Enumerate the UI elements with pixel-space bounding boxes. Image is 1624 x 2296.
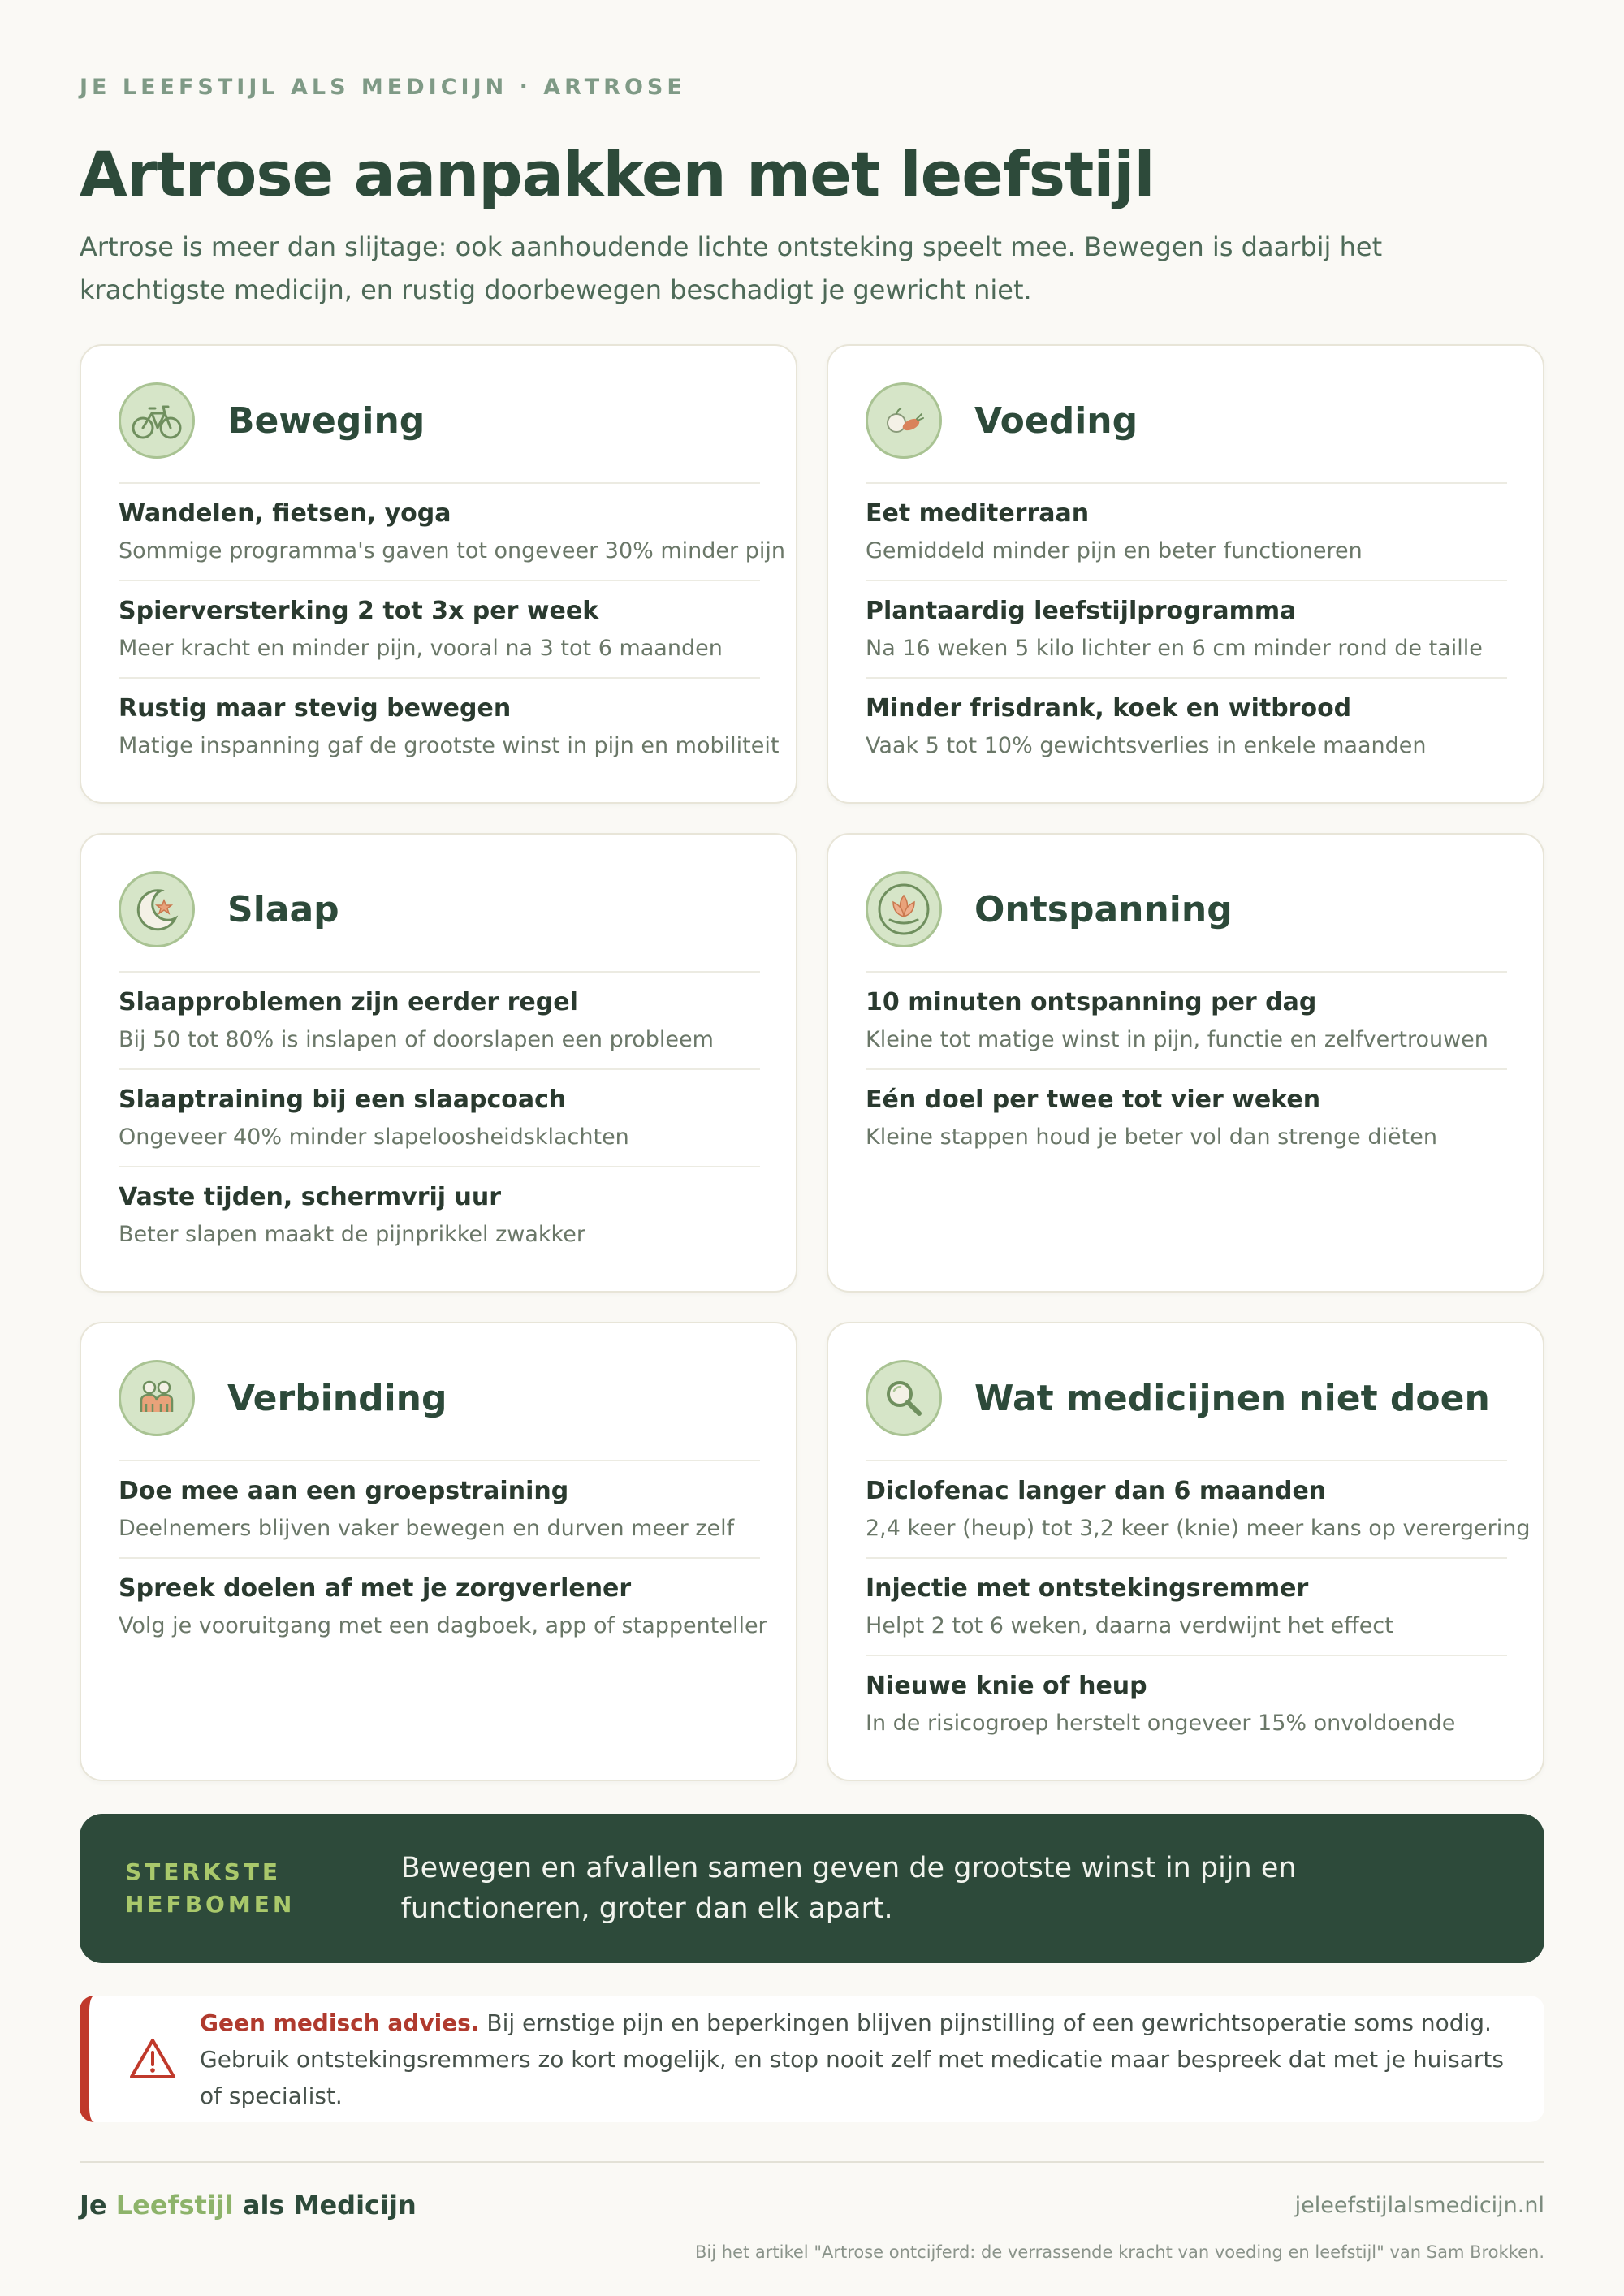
- item-text: Vaak 5 tot 10% gewichtsverlies in enkele maanden: [866, 733, 1427, 758]
- card-verbinding: [80, 1322, 797, 1781]
- item-text: Matige inspanning gaf de grootste winst in pijn en mobiliteit: [119, 733, 780, 758]
- item-title: Diclofenac langer dan 6 maanden: [866, 1477, 1327, 1505]
- site-link[interactable]: jeleefstijlalsmedicijn.nl: [1294, 2192, 1544, 2218]
- banner-label-line2: HEFBOMEN: [125, 1891, 296, 1918]
- item-text: Helpt 2 tot 6 weken, daarna verdwijnt het effect: [866, 1613, 1393, 1638]
- card-title: Verbinding: [227, 1377, 447, 1419]
- food-icon: [866, 382, 942, 459]
- intro-text: Artrose is meer dan slijtage: ook aanhoudende lichte ontsteking speelt mee. Bewegen is daarbij het krachtigste medicijn, en rustig doorbewegen beschadigt je gewricht niet.: [80, 231, 1383, 305]
- eyebrow: JE LEEFSTIJL ALS MEDICIJN · ARTROSE: [80, 75, 686, 100]
- card-slaap: [80, 833, 797, 1293]
- item-title: Doe mee aan een groepstraining: [119, 1477, 569, 1505]
- card-items: [119, 1460, 767, 1655]
- medical-disclaimer: [80, 1996, 1544, 2122]
- list-item: [866, 1460, 1531, 1557]
- lotus-icon: [866, 871, 942, 947]
- brand-pre: Je: [80, 2190, 116, 2220]
- card-header: [119, 870, 760, 948]
- card-ontspanning: [827, 833, 1544, 1293]
- page-title: Artrose aanpakken met leefstijl: [80, 138, 1155, 210]
- card-header: [866, 870, 1507, 948]
- brand-accent: Leefstijl: [115, 2190, 234, 2220]
- item-title: Minder frisdrank, koek en witbrood: [866, 694, 1352, 723]
- card-title: Slaap: [227, 888, 339, 930]
- disclaimer-strong: Geen medisch advies.: [200, 2009, 480, 2036]
- banner-text: Bewegen en afvallen samen geven de grootste winst in pijn en functioneren, groter dan elk apart.: [400, 1852, 1297, 1925]
- moon-star-icon: [119, 871, 195, 947]
- footer-divider: [80, 2161, 1544, 2163]
- item-text: Gemiddeld minder pijn en beter functioneren: [866, 538, 1363, 563]
- card-header: [866, 1359, 1507, 1437]
- item-text: Ongeveer 40% minder slapeloosheidsklachten: [119, 1124, 629, 1150]
- brand-post: als Medicijn: [233, 2190, 417, 2220]
- warning-triangle-icon: [128, 2036, 177, 2082]
- item-title: Plantaardig leefstijlprogramma: [866, 597, 1297, 625]
- item-text: Na 16 weken 5 kilo lichter en 6 cm minder rond de taille: [866, 636, 1483, 661]
- list-item: [866, 1068, 1507, 1166]
- article-credit: Bij het artikel "Artrose ontcijferd: de verrassende kracht van voeding en leefstijl" van Sam Brokken.: [695, 2242, 1544, 2262]
- item-title: Slaapproblemen zijn eerder regel: [119, 988, 578, 1016]
- list-item: [119, 1068, 760, 1166]
- item-text: Kleine tot matige winst in pijn, functie en zelfvertrouwen: [866, 1027, 1488, 1052]
- item-title: Injectie met ontstekingsremmer: [866, 1574, 1309, 1603]
- list-item: [866, 482, 1507, 580]
- card-title: Ontspanning: [974, 888, 1233, 930]
- card-items: [119, 971, 760, 1263]
- item-title: Spierversterking 2 tot 3x per week: [119, 597, 599, 625]
- item-text: Beter slapen maakt de pijnprikkel zwakker: [119, 1222, 585, 1247]
- item-text: Bij 50 tot 80% is inslapen of doorslapen een probleem: [119, 1027, 714, 1052]
- list-item: [866, 1655, 1507, 1752]
- card-voeding: [827, 344, 1544, 804]
- banner-label-line1: STERKSTE: [125, 1858, 282, 1885]
- key-takeaway-banner: [80, 1814, 1544, 1963]
- item-text: Sommige programma's gaven tot ongeveer 30% minder pijn: [119, 538, 785, 563]
- disclaimer-text: [200, 2005, 1512, 2114]
- card-header: [866, 382, 1507, 460]
- card-items: [866, 971, 1507, 1166]
- card-title: Voeding: [974, 399, 1138, 442]
- disclaimer-body: Bij ernstige pijn en beperkingen blijven pijnstilling of een gewrichtsoperatie soms nodig. Gebruik ontstekingsremmers zo kort mogelijk, en stop nooit zelf met medicatie maar bespreek dat met je huisarts of specialist.: [200, 2009, 1504, 2109]
- list-item: [119, 677, 780, 775]
- item-title: Nieuwe knie of heup: [866, 1672, 1147, 1700]
- item-text: Deelnemers blijven vaker bewegen en durven meer zelf: [119, 1516, 735, 1541]
- card-title: Beweging: [227, 399, 425, 442]
- item-title: Wandelen, fietsen, yoga: [119, 499, 451, 528]
- card-header: [119, 1359, 760, 1437]
- item-title: Slaaptraining bij een slaapcoach: [119, 1085, 567, 1114]
- item-title: Rustig maar stevig bewegen: [119, 694, 512, 723]
- list-item: [866, 971, 1507, 1068]
- card-items: [119, 482, 785, 775]
- card-items: [866, 482, 1507, 775]
- item-title: Spreek doelen af met je zorgverlener: [119, 1574, 632, 1603]
- item-text: Volg je vooruitgang met een dagboek, app of stappenteller: [119, 1613, 767, 1638]
- bicycle-icon: [119, 382, 195, 459]
- card-medicijnen: [827, 1322, 1544, 1781]
- infographic-page: [80, 71, 1544, 2262]
- card-items: [866, 1460, 1531, 1752]
- item-title: Eet mediterraan: [866, 499, 1090, 528]
- item-title: Vaste tijden, schermvrij uur: [119, 1183, 502, 1211]
- list-item: [119, 580, 760, 677]
- list-item: [119, 1557, 767, 1655]
- item-title: 10 minuten ontspanning per dag: [866, 988, 1317, 1016]
- item-text: Meer kracht en minder pijn, vooral na 3 tot 6 maanden: [119, 636, 723, 661]
- list-item: [866, 1557, 1507, 1655]
- banner-label: [125, 1856, 401, 1921]
- card-header: [119, 382, 760, 460]
- item-text: In de risicogroep herstelt ongeveer 15% onvoldoende: [866, 1711, 1456, 1736]
- card-beweging: [80, 344, 797, 804]
- list-item: [119, 482, 785, 580]
- magnifier-icon: [866, 1360, 942, 1436]
- item-text: Kleine stappen houd je beter vol dan strenge diëten: [866, 1124, 1437, 1150]
- list-item: [866, 580, 1507, 677]
- people-icon: [119, 1360, 195, 1436]
- card-grid: [80, 344, 1544, 1781]
- list-item: [119, 971, 760, 1068]
- card-title: Wat medicijnen niet doen: [974, 1377, 1490, 1419]
- item-title: Eén doel per twee tot vier weken: [866, 1085, 1321, 1114]
- list-item: [866, 677, 1507, 775]
- footer: [80, 2186, 1544, 2225]
- list-item: [119, 1460, 760, 1557]
- item-text: 2,4 keer (heup) tot 3,2 keer (knie) meer kans op verergering: [866, 1516, 1531, 1541]
- list-item: [119, 1166, 760, 1263]
- brand-logo: [80, 2190, 417, 2220]
